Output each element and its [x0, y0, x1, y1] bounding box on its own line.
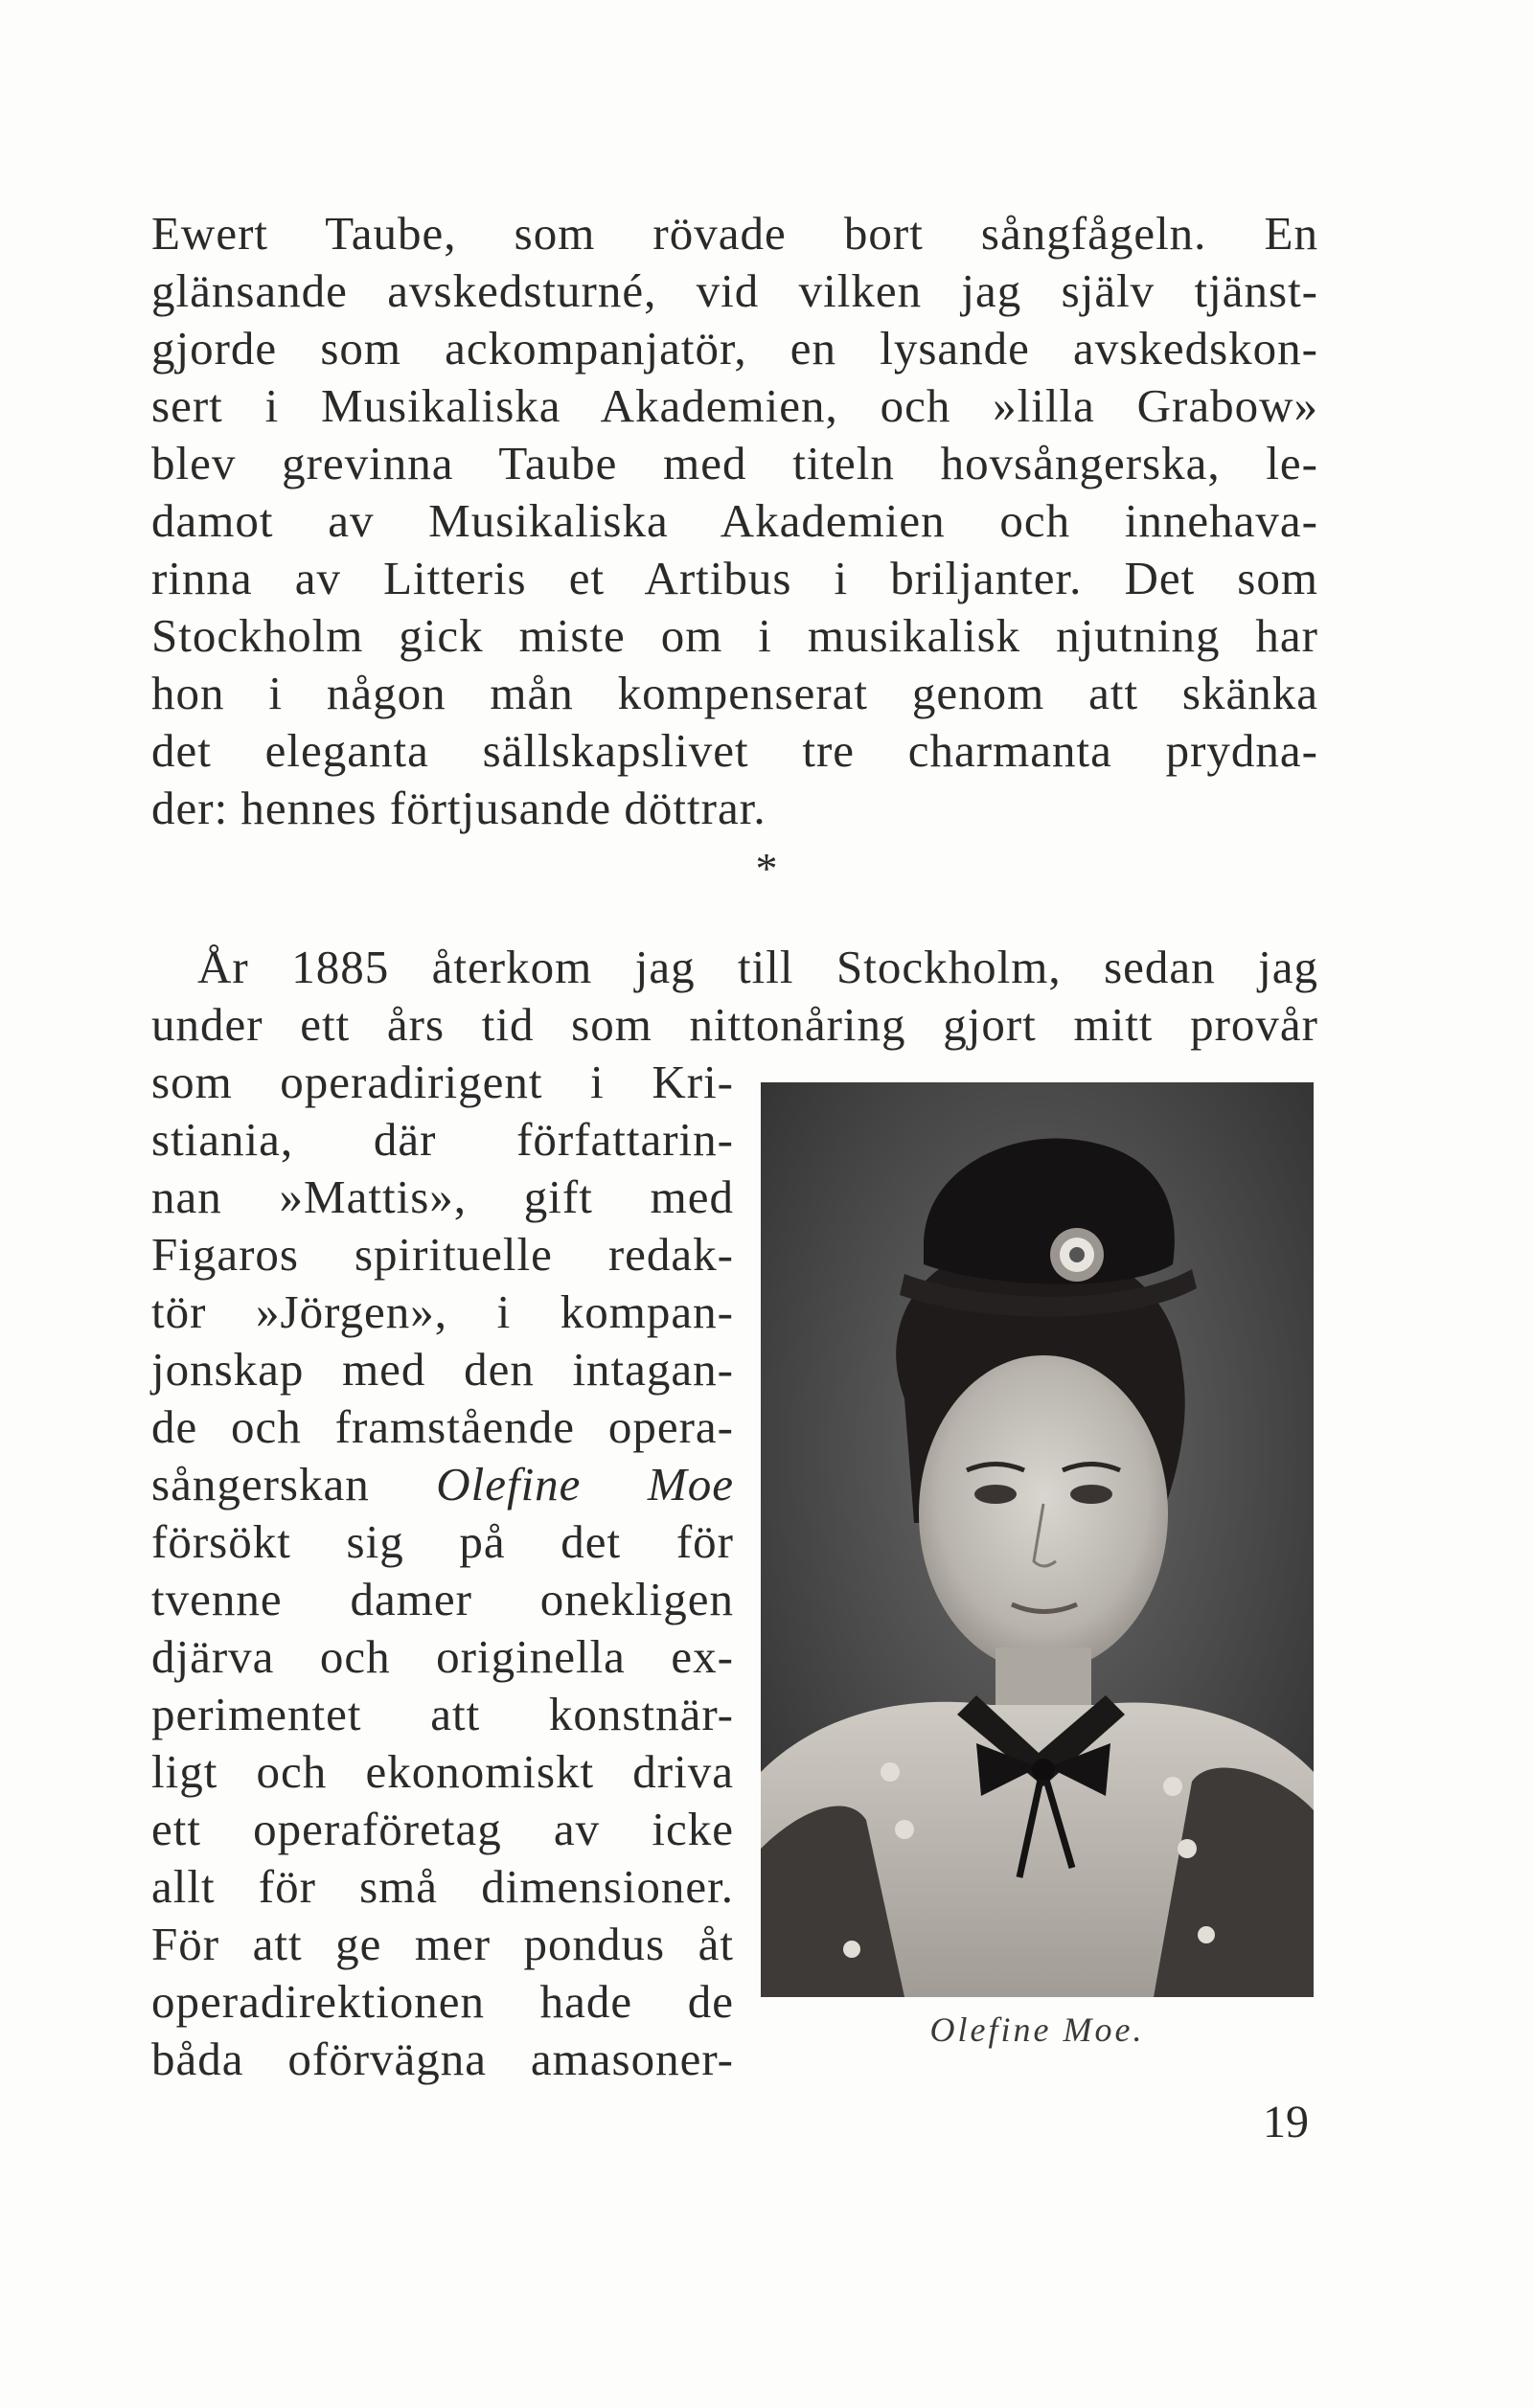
text-line: gjorde som ackompanjatör, en lysande avskedskon-	[151, 322, 1318, 375]
text-line: under ett års tid som nittonåring gjort mitt provår	[151, 998, 1318, 1051]
text-line: det eleganta sällskapslivet tre charmanta prydna-	[151, 724, 1318, 777]
page-number: 19	[1263, 2097, 1309, 2147]
text-line: djärva och originella ex-	[151, 1630, 734, 1683]
text-line: tvenne damer onekligen	[151, 1573, 734, 1625]
text-line: blev grevinna Taube med titeln hovsångerska, le-	[151, 437, 1318, 489]
text-line: tör »Jörgen», i kompan-	[151, 1285, 734, 1338]
portrait-illustration	[761, 1082, 1314, 1997]
photo-caption: Olefine Moe.	[929, 2010, 1145, 2049]
text-line: ett operaföretag av icke	[151, 1803, 734, 1855]
text-line: ligt och ekonomiskt driva	[151, 1745, 734, 1798]
text-line: jonskap med den intagan-	[151, 1343, 734, 1396]
italic-name: Olefine Moe	[436, 1458, 734, 1511]
text-line: År 1885 återkom jag till Stockholm, sedan jag	[197, 941, 1318, 993]
section-separator: *	[755, 844, 778, 893]
text-line: stiania, där författarin-	[151, 1113, 734, 1166]
text-line: der: hennes förtjusande döttrar.	[151, 782, 766, 834]
text-line: glänsande avskedsturné, vid vilken jag själv tjänst-	[151, 264, 1318, 317]
text-line: hon i någon mån kompenserat genom att skänka	[151, 667, 1318, 719]
text-line-with-name	[151, 1456, 734, 1513]
text-line: försökt sig på det för	[151, 1515, 734, 1568]
text-line: perimentet att konstnär-	[151, 1688, 734, 1740]
text-line: båda oförvägna amasoner-	[151, 2033, 734, 2085]
text-line: rinna av Litteris et Artibus i briljanter. Det som	[151, 552, 1318, 604]
text-line: Ewert Taube, som rövade bort sångfågeln. En	[151, 207, 1318, 260]
text-line: de och framstående opera-	[151, 1400, 734, 1453]
portrait-photo	[761, 1082, 1314, 1997]
text-line: Stockholm gick miste om i musikalisk njutning har	[151, 609, 1318, 662]
text-line: sert i Musikaliska Akademien, och »lilla Grabow»	[151, 379, 1318, 432]
text-line: Figaros spirituelle redak-	[151, 1228, 734, 1281]
text-line: allt för små dimensioner.	[151, 1860, 734, 1913]
paragraph-second-full	[151, 939, 1318, 1054]
text-line: För att ge mer pondus åt	[151, 1918, 734, 1970]
text-line: damot av Musikaliska Akademien och innehava-	[151, 494, 1318, 547]
text-line: nan »Mattis», gift med	[151, 1170, 734, 1223]
paragraph-top	[151, 205, 1318, 837]
text-line: som operadirigent i Kri-	[151, 1056, 734, 1108]
text-fragment: sångerskan	[151, 1458, 370, 1511]
text-line: operadirektionen hade de	[151, 1975, 734, 2028]
paragraph-second-narrow	[151, 1054, 734, 2088]
